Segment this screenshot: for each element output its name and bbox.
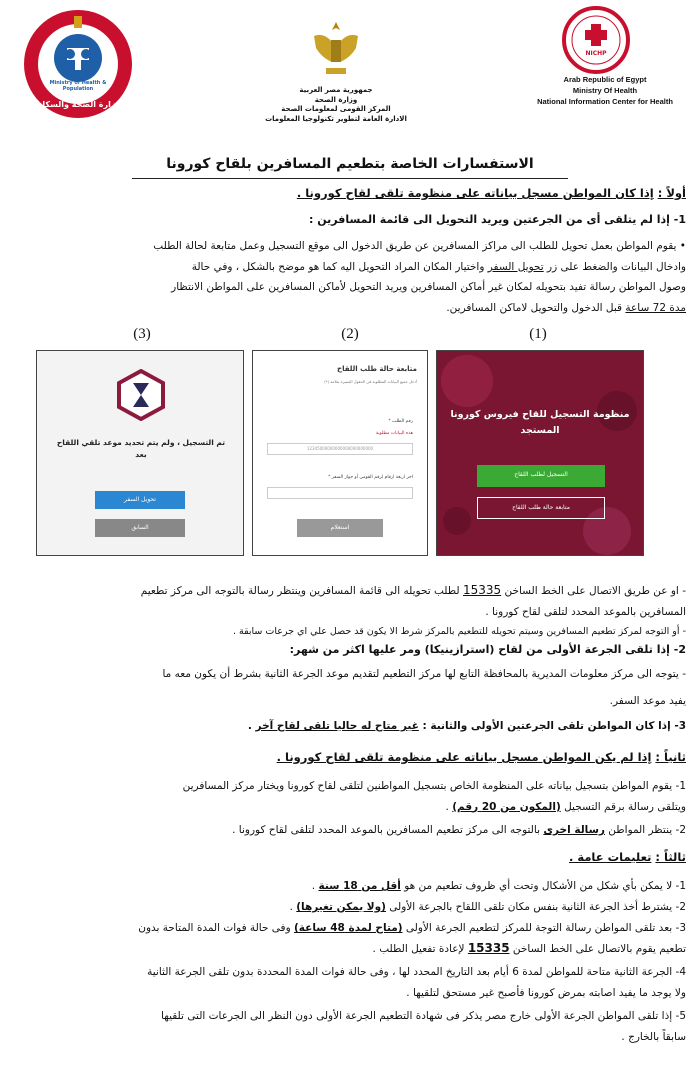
screenshot-3	[36, 350, 244, 556]
para-text: 1- لا يمكن بأي شكل من الأشكال وتحت أي ظروف تطعيم من هو	[404, 880, 686, 892]
section1-sub1: 1- إذا لم يتلقى أى من الجرعتين ويريد التحويل الى قائمة المسافرين :	[309, 213, 686, 226]
para-line: 4- الجرعة الثانية متاحة للمواطن لمدة 6 أيام بعد التاريخ المحدد لها ، وفى حالة فوات المدة المحددة بدون تلقى الجرعة الثانية	[147, 966, 686, 978]
para-text: .	[311, 880, 316, 892]
header-ar-line: الادارة العامة لتطوير تكنولوجيا المعلومات	[265, 114, 407, 123]
para-text: او عن طريق الاتصال على الخط الساخن	[504, 585, 679, 597]
transfer-travel-link: تحويل السفر	[487, 260, 544, 273]
para-line	[14, 918, 686, 938]
section3-heading	[14, 850, 686, 864]
hourglass-icon	[115, 369, 167, 421]
section3-item3	[14, 918, 686, 959]
para-line: يفيد موعد السفر.	[609, 694, 686, 707]
section2-heading-text: إذا لم يكن المواطن مسجل بياناته على منظومة تلقى لقاح كورونا .	[276, 750, 652, 764]
section1-sub2: 2- إذا تلقى الجرعة الأولى من لقاح (استرازينيكا) ومر عليها اكثر من شهر:	[289, 643, 686, 656]
section3-heading-text: تعليمات عامة .	[568, 850, 652, 864]
twenty-digit-note: (المكون من 20 رقم)	[452, 800, 561, 813]
section2-prefix: ثانياً :	[655, 750, 686, 764]
para-line: ولا يوجد ما يفيد اصابته بمرض كورونا فأصبح غير مستحق لتلقيها .	[406, 986, 686, 999]
another-message-note: رسالة اخرى	[543, 824, 605, 836]
hourglass-badge	[115, 369, 167, 421]
s2-field1-error: هذه البيانات مطلوبة	[375, 431, 413, 436]
section3-item1	[14, 876, 686, 897]
section1-para3: - أو التوجه لمركز تطعيم المسافرين وسيتم تحويله للتطعيم بالمركز شرط الا يكون قد حصل علي اي جرعات سابقة .	[232, 626, 686, 637]
section1-para2	[14, 580, 686, 622]
s1-title-line: منظومة التسجيل للقاح فيروس كورونا	[450, 409, 630, 420]
nichp-logo	[560, 6, 632, 74]
hotline-number: 15335	[462, 583, 502, 597]
section3-prefix: ثالثاً :	[655, 850, 686, 864]
section1-para1	[14, 236, 686, 318]
moh-logo-ar: وزارة الصحة والسكان	[35, 100, 121, 109]
para-line: - او عن طريق الاتصال على الخط الساخن 15335 لطلب تحويله الى قائمة المسافرين وينتظر رسالة بالتوجه الى مركز تطعيم	[140, 583, 686, 597]
para-line: 1- يقوم المواطن بتسجيل بياناته على المنظومة الخاص بتسجيل المواطنين لتلقى لقاح كورونا ويختار مركز المسافرين	[182, 780, 686, 792]
screenshot-1	[436, 350, 644, 556]
request-number-input[interactable]: 12345000000000000000000000	[267, 443, 413, 455]
eagle-emblem	[310, 18, 362, 80]
para-text: .	[289, 901, 293, 913]
para-text: لإعادة تفعيل الطلب .	[372, 943, 465, 955]
section1-prefix: أولاً :	[657, 186, 686, 200]
section1-heading	[14, 186, 686, 200]
para-text: .	[247, 720, 252, 732]
para-line	[14, 797, 686, 818]
para-text: 3- بعد تلقى المواطن رسالة التوجة للمركز لتطعيم الجرعة الأولى	[405, 922, 686, 934]
para-line	[14, 257, 686, 278]
section2-item1	[14, 776, 686, 817]
section1-para4	[14, 664, 686, 711]
s2-subtitle: أدخل جميع البيانات المطلوبة في الحقول المميزة بعلامة (*)	[324, 379, 417, 384]
cannot-change-note: (ولا يمكن تغيرها)	[296, 901, 386, 913]
para-line	[14, 298, 686, 319]
register-vaccine-button[interactable]: التسجيل لطلب اللقاح	[477, 465, 605, 487]
s1-title	[443, 407, 637, 439]
section1-sub3	[14, 720, 686, 732]
age-limit-note: أقل من 18 سنة	[318, 880, 401, 892]
section3-item4	[14, 962, 686, 1003]
transfer-travel-button[interactable]: تحويل السفر	[95, 491, 185, 509]
shot-label-2: (2)	[341, 326, 359, 342]
para-line: - يتوجه الى مركز معلومات المديرية بالمحافظة التابع لها مركز التطعيم لتقديم موعد الجرعة الثانية بشرط أن يكون معه ما	[162, 668, 686, 680]
para-text: يتوجه الى مركز معلومات المديرية بالمحافظة التابع لها مركز التطعيم لتقديم موعد الجرعة الثانية بشرط أن يكون معه ما	[162, 668, 679, 680]
eagle-icon	[310, 18, 362, 80]
s2-field1-label: رقم الطلب *	[388, 419, 413, 424]
section3-item2	[14, 897, 686, 918]
para-line	[14, 938, 686, 959]
s3-message-line: تم التسجيل ، ولم يتم تحديد موعد تلقي اللقاح	[56, 438, 226, 447]
screenshot-2	[252, 350, 428, 556]
s2-field2-label: اخر اربعة ارقام لرقم القومي أو جواز السفر *	[328, 475, 413, 480]
para-line: 5- إذا تلقى المواطن الجرعة الأولى خارج مصر يذكر فى شهادة التطعيم الجرعة الأولى دون النظر الى الجرعات التى تلقيها	[161, 1010, 686, 1022]
shot-label-3: (3)	[133, 326, 151, 342]
inquiry-button[interactable]: استعلام	[297, 519, 383, 537]
shot-label-1: (1)	[529, 326, 547, 342]
para-line: • يقوم المواطن بعمل تحويل للطلب الى مراكز المسافرين عن طريق الدخول الى موقع التسجيل وعمل متابعة لحالة الطلب	[153, 240, 686, 252]
virus-background-icon	[437, 351, 643, 555]
header-en-line: Arab Republic of Egypt	[563, 75, 647, 84]
para-text: واختيار المكان المراد التحويل اليه كما هو موضح بالشكل ، وفي حالة	[191, 260, 485, 273]
para-text: أو التوجه لمركز تطعيم المسافرين وسيتم تحويله للتطعيم بالمركز شرط الا يكون قد حصل علي اي جرعات سابقة .	[232, 626, 680, 637]
available-48h-note: (متاح لمدة 48 ساعة)	[293, 922, 403, 934]
para-line: وصول المواطن رسالة تفيد بتحويله لمكان غير أماكن المسافرين ويريد التحويل لأماكن المسافرين على المواطن الانتظار	[171, 281, 686, 293]
header-en-line: Ministry Of Health	[572, 86, 638, 95]
section3-item5	[14, 1006, 686, 1047]
s3-message	[45, 437, 237, 461]
nichp-logo-text: NICHP	[585, 50, 607, 57]
s3-message-line: بعد	[135, 450, 147, 459]
s2-title: متابعة حالة طلب اللقاح	[337, 365, 417, 373]
header-ar-block	[248, 86, 424, 124]
header-ar-line: جمهورية مصر العربية	[299, 86, 373, 94]
para-text: 2- ينتظر المواطن	[608, 824, 686, 836]
id-last-digits-input[interactable]	[267, 487, 413, 499]
wait-72h: مدة 72 ساعة	[625, 301, 686, 314]
para-text: .	[445, 800, 449, 813]
header-en-block	[520, 74, 690, 107]
hotline-number: 15335	[467, 941, 510, 955]
para-text: وفى حالة فوات المدة المتاحة بدون	[138, 922, 291, 934]
para-line: سابقاً بالخارج .	[621, 1030, 686, 1043]
para-text: قبل الدخول والتحويل لاماكن المسافرين.	[446, 301, 623, 314]
para-text: وادخال البيانات والضغط على زر	[547, 260, 686, 273]
section2-heading	[14, 750, 686, 764]
not-available-note: غير متاح له حاليا تلقى لقاح آخر	[255, 720, 419, 732]
previous-button[interactable]: السابق	[95, 519, 185, 537]
para-text: 2- يشترط أخذ الجرعة الثانية بنفس مكان تلقى اللقاح بالجرعة الأولى	[389, 901, 686, 913]
para-text: تطعيم يقوم بالاتصال على الخط الساخن	[512, 943, 686, 955]
para-text: 3- إذا كان المواطن تلقى الجرعتين الأولى والثانية :	[422, 720, 686, 732]
s1-title-line: المستجد	[520, 425, 560, 436]
nichp-logo-icon	[560, 6, 632, 74]
header-ar-line: وزارة الصحة	[314, 95, 358, 104]
para-text: يقوم المواطن بعمل تحويل للطلب الى مراكز المسافرين عن طريق الدخول الى موقع التسجيل وعمل متابعة لحالة الطلب	[153, 240, 677, 252]
section2-item2	[14, 820, 686, 841]
para-text: لطلب تحويله الى قائمة المسافرين وينتظر رسالة بالتوجه الى مركز تطعيم	[140, 585, 460, 597]
page-title: الاستفسارات الخاصة بتطعيم المسافرين بلقاح كورونا	[166, 156, 534, 172]
header-ar-line: المركز القومى لمعلومات الصحة	[281, 105, 391, 113]
track-request-button[interactable]: متابعة حالة طلب اللقاح	[477, 497, 605, 519]
title-underline	[132, 178, 568, 179]
para-text: ويتلقى رسالة برقم التسجيل	[564, 800, 686, 813]
para-line: المسافرين بالموعد المحدد لتلقى لقاح كورونا .	[485, 605, 686, 618]
moh-logo-text: Ministry of Health & Population	[49, 80, 107, 92]
header-en-line: National Information Center for Health	[537, 97, 673, 106]
para-text: بالتوجه الى مركز تطعيم المسافرين بالموعد المحدد لتلقى لقاح كورونا .	[232, 824, 540, 836]
section1-heading-text: إذا كان المواطن مسجل بياناته على منظومة تلقى لقاح كورونا .	[296, 186, 654, 200]
